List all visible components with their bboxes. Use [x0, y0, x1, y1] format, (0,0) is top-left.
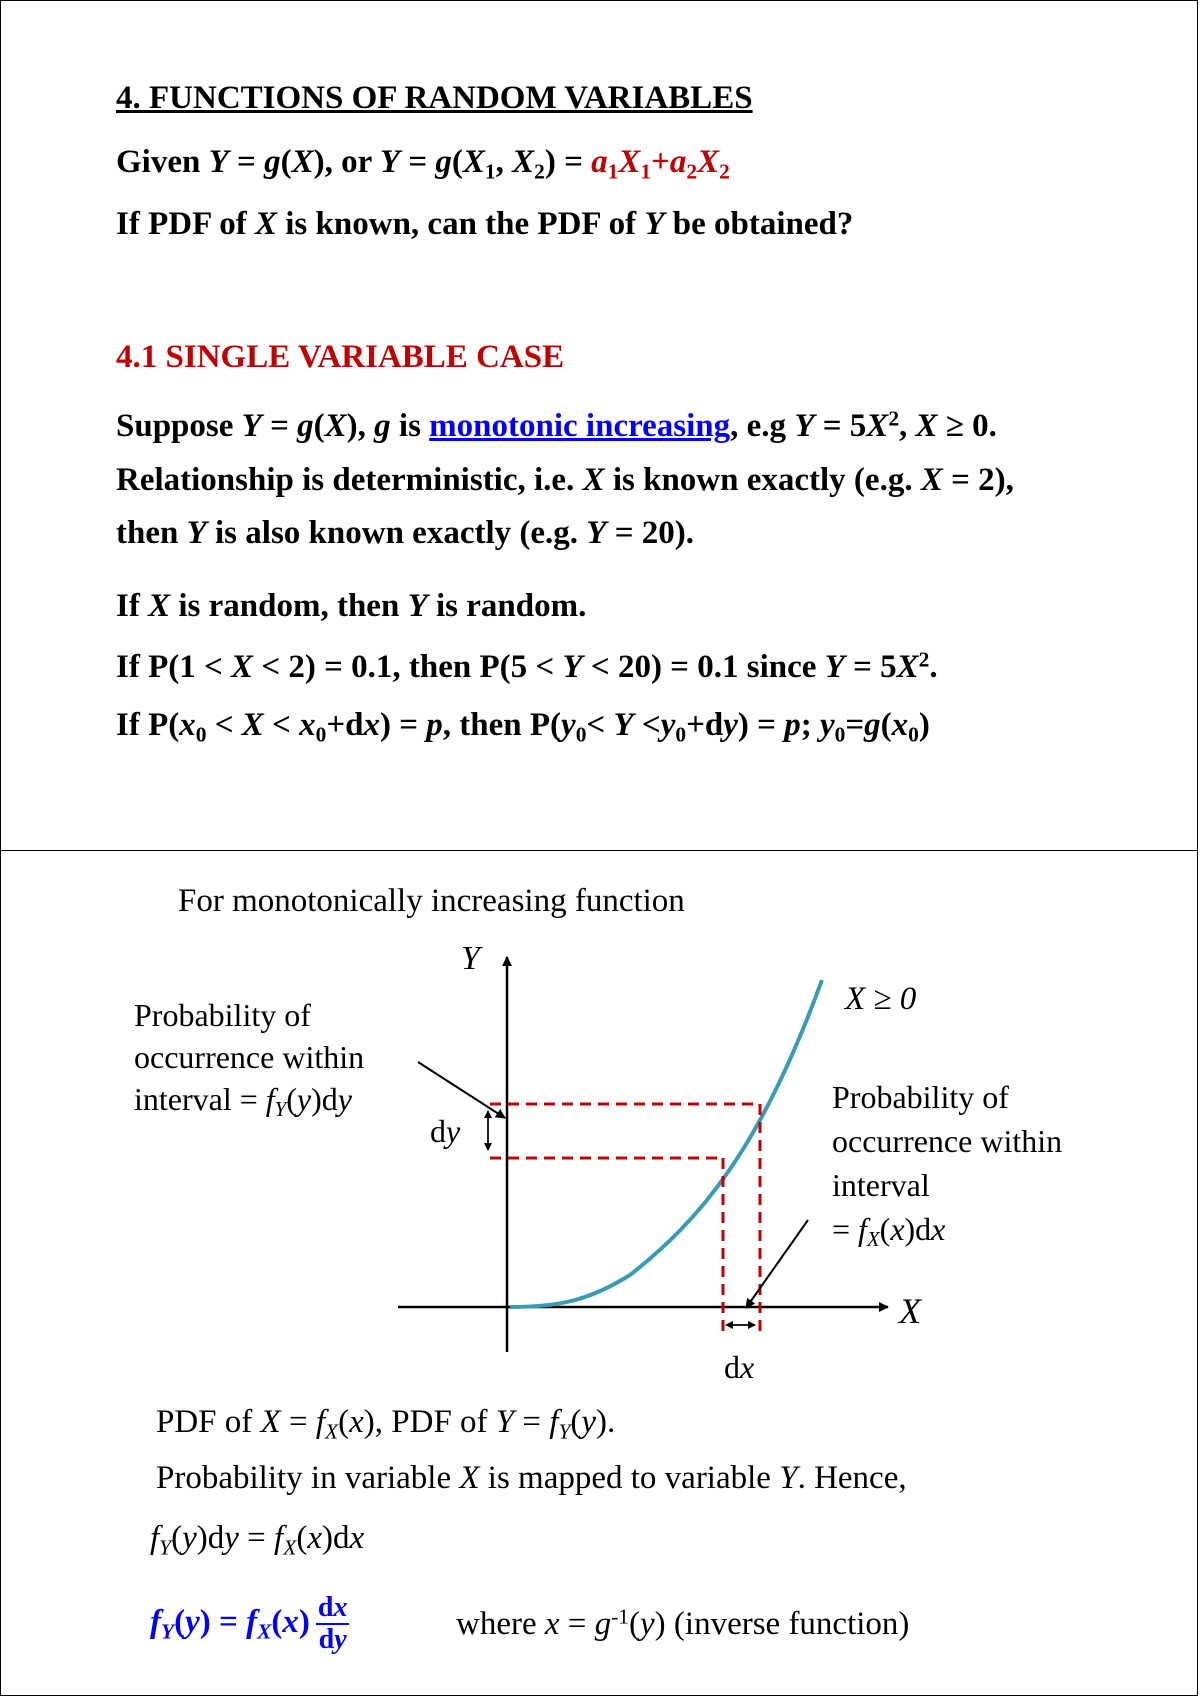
monotonic-increasing-link[interactable]: monotonic increasing — [429, 408, 731, 444]
monotonic-curve — [510, 980, 822, 1307]
domain-label: X ≥ 0 — [845, 981, 917, 1017]
subsection-title: 4.1 SINGLE VARIABLE CASE — [116, 339, 565, 375]
given-line: Given Y = g(X), or $Y = g(X_1$, $X_2) = a_1X_1+a_2X_2$ — [116, 144, 730, 184]
random-line: If X is random, then Y is random. — [116, 588, 587, 624]
pdf-definition-line: PDF of $X = f_X(x)$, PDF of $Y = f_Y(y)$. — [156, 1404, 616, 1444]
suppose-line: Suppose Y = g(X), g is monotonic increasing, e.g $Y = 5X^2$, X ≥ 0. — [116, 406, 997, 444]
pointer-arrow-dx — [746, 1220, 808, 1308]
probability-example-line: If P(1 < X < 2) = 0.1, then P(5 < Y < 20) = 0.1 since $Y = 5X^2$. — [116, 647, 938, 685]
x-axis-label: X — [899, 1291, 921, 1331]
transformation-formula: $f_Y(y) = f_X(x)$ $\frac{dx}{dy}$ — [150, 1592, 348, 1656]
probability-equality-line: $f_Y(y)dy = f_X(x)dx$ — [150, 1520, 365, 1560]
y-axis-label: Y — [461, 940, 480, 977]
dx-label: dx — [724, 1349, 755, 1385]
then-line: then Y is also known exactly (e.g. Y = 20). — [116, 515, 694, 551]
linear-combination: $a_1X_1+a_2X_2$ — [591, 144, 730, 184]
inverse-function-note: where $x = g^{-1}(y)$ (inverse function) — [456, 1604, 910, 1642]
probability-interval-line: If $P(x_0 < X < x_0+dx) = p$, then $P(y_0< Y <y_0+dy) = p$; $y_0=g(x_0)$ — [116, 707, 930, 747]
question-line: If PDF of X is known, can the PDF of Y be obtained? — [116, 206, 854, 242]
dx-over-dy-fraction: $\frac{dx}{dy}$ — [317, 1592, 348, 1656]
mapping-statement-line: Probability in variable X is mapped to variable Y. Hence, — [156, 1460, 907, 1496]
left-probability-note: Probability of occurrence within interval = $f_Y(y)dy$ — [134, 997, 365, 1122]
right-probability-note: Probability of occurrence within interval = $f_X(x)dx$ — [832, 1079, 1063, 1252]
diagram-caption: For monotonically increasing function — [178, 883, 685, 919]
section-heading: 4. FUNCTIONS OF RANDOM VARIABLES — [116, 80, 753, 116]
dy-label: dy — [430, 1113, 461, 1149]
relationship-line: Relationship is deterministic, i.e. X is known exactly (e.g. X = 2), — [116, 462, 1014, 498]
